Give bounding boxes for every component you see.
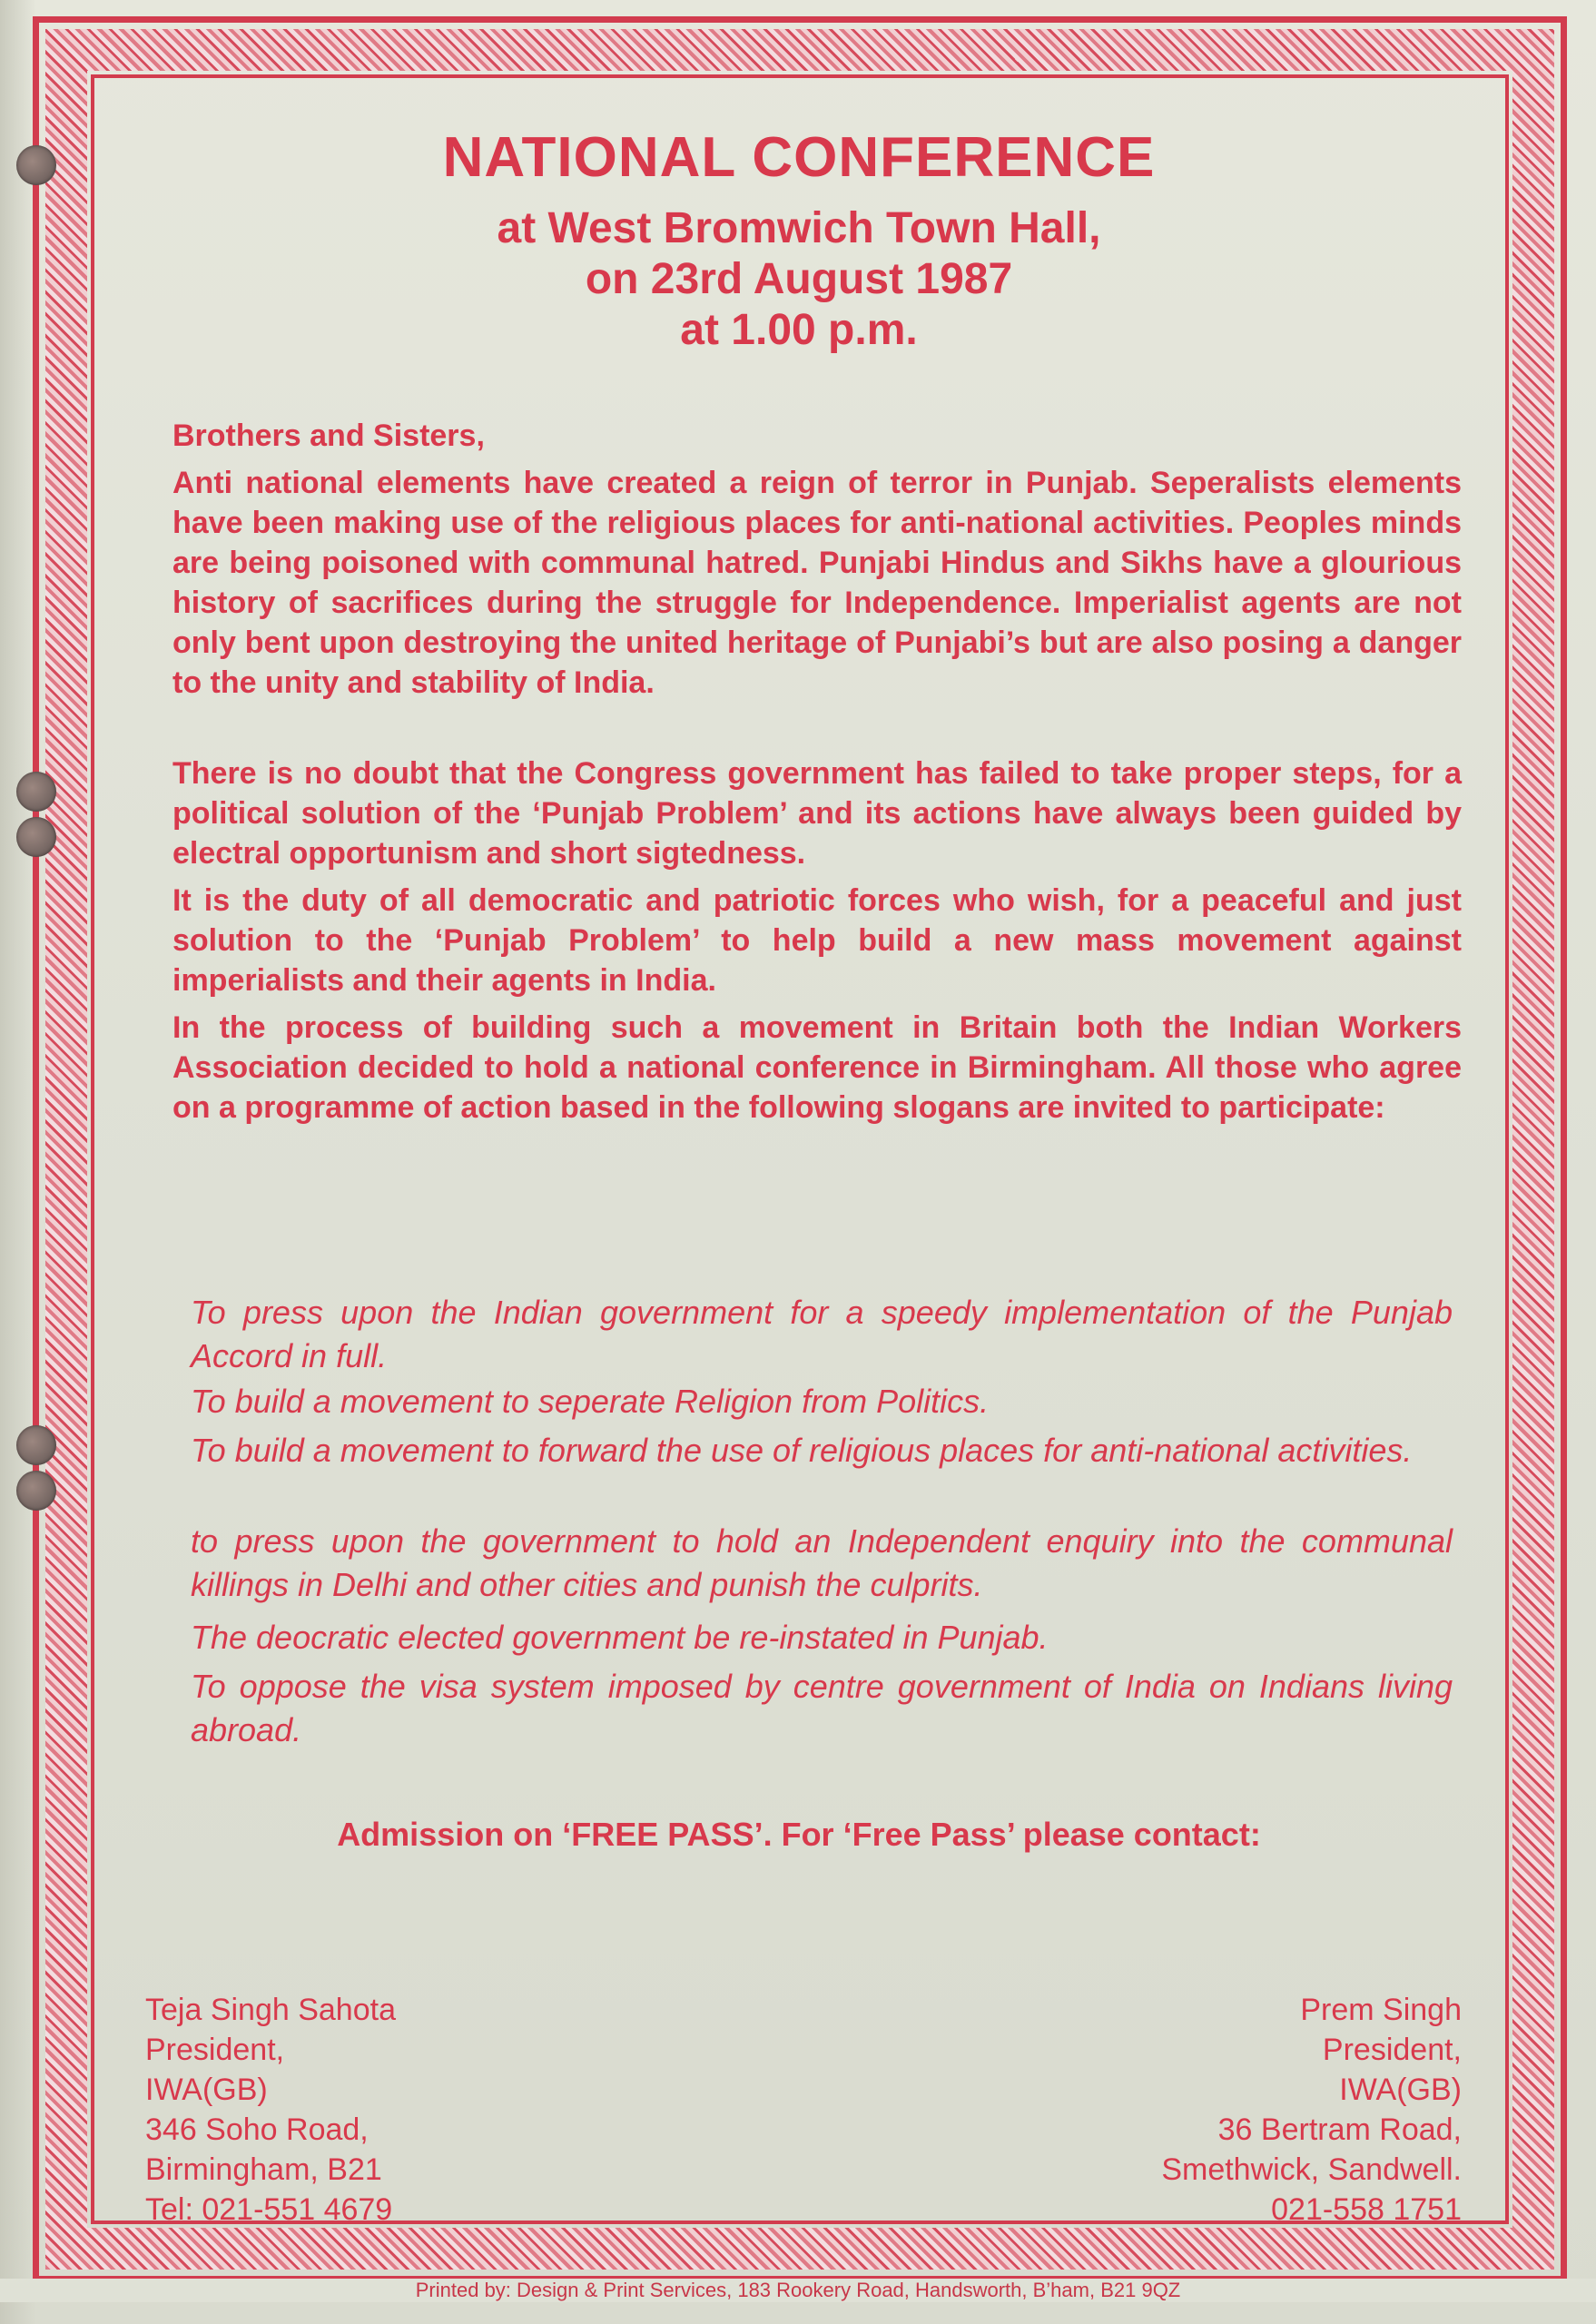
- slogan-item: To oppose the visa system imposed by centre government of India on Indians living abroad.: [191, 1668, 1453, 1748]
- punch-hole-icon: [16, 1471, 56, 1511]
- contact-name: Prem Singh: [1300, 1993, 1462, 2027]
- flyer-content: [100, 91, 1498, 2227]
- contact-name: Teja Singh Sahota: [145, 1993, 396, 2027]
- paragraph-2: There is no doubt that the Congress government has failed to take proper steps, for a political solution of the ‘Punjab Problem’ and its actions have always been guided by electral opportunism and short sigtedness.: [172, 756, 1462, 871]
- contact-role: President,: [1322, 2033, 1462, 2067]
- contact-address-line: 36 Bertram Road,: [1217, 2112, 1462, 2147]
- punch-hole-icon: [16, 145, 56, 185]
- slogan-item: To build a movement to seperate Religion from Politics.: [191, 1383, 990, 1420]
- venue-line: at West Bromwich Town Hall,: [497, 204, 1101, 252]
- slogan-item: To build a movement to forward the use of religious places for anti-national activities.: [191, 1432, 1413, 1469]
- punch-hole-icon: [16, 772, 56, 812]
- slogan-item: The deocratic elected government be re-instated in Punjab.: [191, 1619, 1049, 1656]
- contact-phone: Tel: 021-551 4679: [145, 2192, 393, 2227]
- punch-hole-icon: [16, 817, 56, 857]
- date-line: on 23rd August 1987: [585, 255, 1013, 303]
- page-title: NATIONAL CONFERENCE: [442, 126, 1156, 189]
- slogan-item: to press upon the government to hold an Independent enquiry into the communal killings in Delhi and other cities and punish the culprits.: [191, 1522, 1453, 1603]
- punch-hole-icon: [16, 1425, 56, 1465]
- contact-org: IWA(GB): [1339, 2073, 1462, 2107]
- contact-address-line: 346 Soho Road,: [145, 2112, 369, 2147]
- contact-role: President,: [145, 2033, 285, 2067]
- paragraph-4: In the process of building such a movement in Britain both the Indian Workers Association decided to hold a national conference in Birmingham. All those who agree on a programme of action based in the following slogans are invited to participate:: [172, 1010, 1462, 1125]
- contact-address-line: Smethwick, Sandwell.: [1161, 2152, 1462, 2187]
- slogan-item: To press upon the Indian government for a speedy implementation of the Punjab Accord in full.: [191, 1294, 1453, 1374]
- admission-notice: Admission on ‘FREE PASS’. For ‘Free Pass’ please contact:: [337, 1816, 1261, 1853]
- time-line: at 1.00 p.m.: [680, 306, 918, 354]
- printer-credit: Printed by: Design & Print Services, 183 Rookery Road, Handsworth, B’ham, B21 9QZ: [0, 2279, 1596, 2302]
- contact-left: [145, 1990, 396, 2230]
- greeting: Brothers and Sisters,: [172, 419, 485, 453]
- contact-org: IWA(GB): [145, 2073, 268, 2107]
- paper-edge-shadow: [0, 0, 36, 2324]
- contact-phone: 021-558 1751: [1271, 2192, 1462, 2227]
- paragraph-3: It is the duty of all democratic and patriotic forces who wish, for a peaceful and just solution to the ‘Punjab Problem’ to help build a new mass movement against imperialists and their agents in India.: [172, 883, 1462, 998]
- paragraph-1: Anti national elements have created a reign of terror in Punjab. Seperalists elements have been making use of the religious places for anti-national activities. Peoples minds are being poisoned with communal hatred. Punjabi Hindus and Sikhs have a glourious history of sacrifices during the struggle for Independence. Imperialist agents are not only bent upon destroying the united heritage of Punjabi’s but are also posing a danger to the unity and stability of India.: [172, 466, 1462, 700]
- contact-address-line: Birmingham, B21: [145, 2152, 382, 2187]
- contact-right: [1161, 1990, 1462, 2230]
